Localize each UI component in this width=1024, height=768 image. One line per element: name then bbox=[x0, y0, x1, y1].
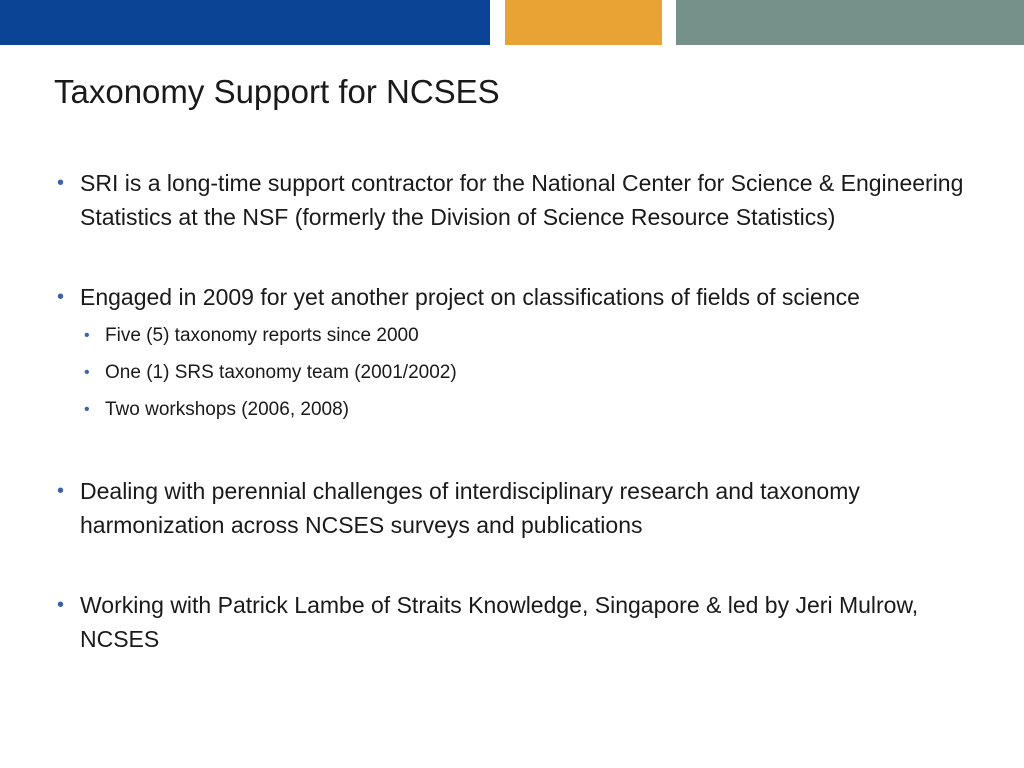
sub-bullet-item bbox=[80, 354, 974, 391]
sub-bullet-item bbox=[80, 391, 974, 428]
sub-bullet-item bbox=[80, 317, 974, 354]
bullet-item bbox=[54, 588, 974, 656]
header-band-blue bbox=[0, 0, 490, 45]
sub-bullet-icon: • bbox=[84, 364, 90, 381]
bullet-item bbox=[54, 166, 974, 234]
bullet-item bbox=[54, 280, 974, 428]
header-band-gray bbox=[676, 0, 1024, 45]
bullet-list bbox=[54, 166, 974, 656]
bullet-icon: • bbox=[57, 594, 65, 616]
bullet-icon: • bbox=[57, 172, 65, 194]
bullet-text: Engaged in 2009 for yet another project on classifications of fields of science bbox=[80, 284, 860, 310]
sub-bullet-list bbox=[80, 317, 974, 428]
header-band-orange bbox=[505, 0, 662, 45]
bullet-item bbox=[54, 474, 974, 542]
sub-bullet-text: Five (5) taxonomy reports since 2000 bbox=[105, 325, 419, 346]
bullet-text: Working with Patrick Lambe of Straits Knowledge, Singapore & led by Jeri Mulrow, NCSES bbox=[80, 592, 919, 652]
bullet-text: SRI is a long-time support contractor for the National Center for Science & Engineering Statistics at the NSF (formerly the Division of Science Resource Statistics) bbox=[80, 170, 964, 230]
sub-bullet-icon: • bbox=[84, 401, 90, 418]
sub-bullet-text: One (1) SRS taxonomy team (2001/2002) bbox=[105, 362, 457, 383]
sub-bullet-icon: • bbox=[84, 327, 90, 344]
sub-bullet-text: Two workshops (2006, 2008) bbox=[105, 399, 349, 420]
bullet-text: Dealing with perennial challenges of interdisciplinary research and taxonomy harmonization across NCSES surveys and publications bbox=[80, 478, 860, 538]
bullet-icon: • bbox=[57, 286, 65, 308]
bullet-icon: • bbox=[57, 480, 65, 502]
slide-title: Taxonomy Support for NCSES bbox=[54, 73, 500, 110]
